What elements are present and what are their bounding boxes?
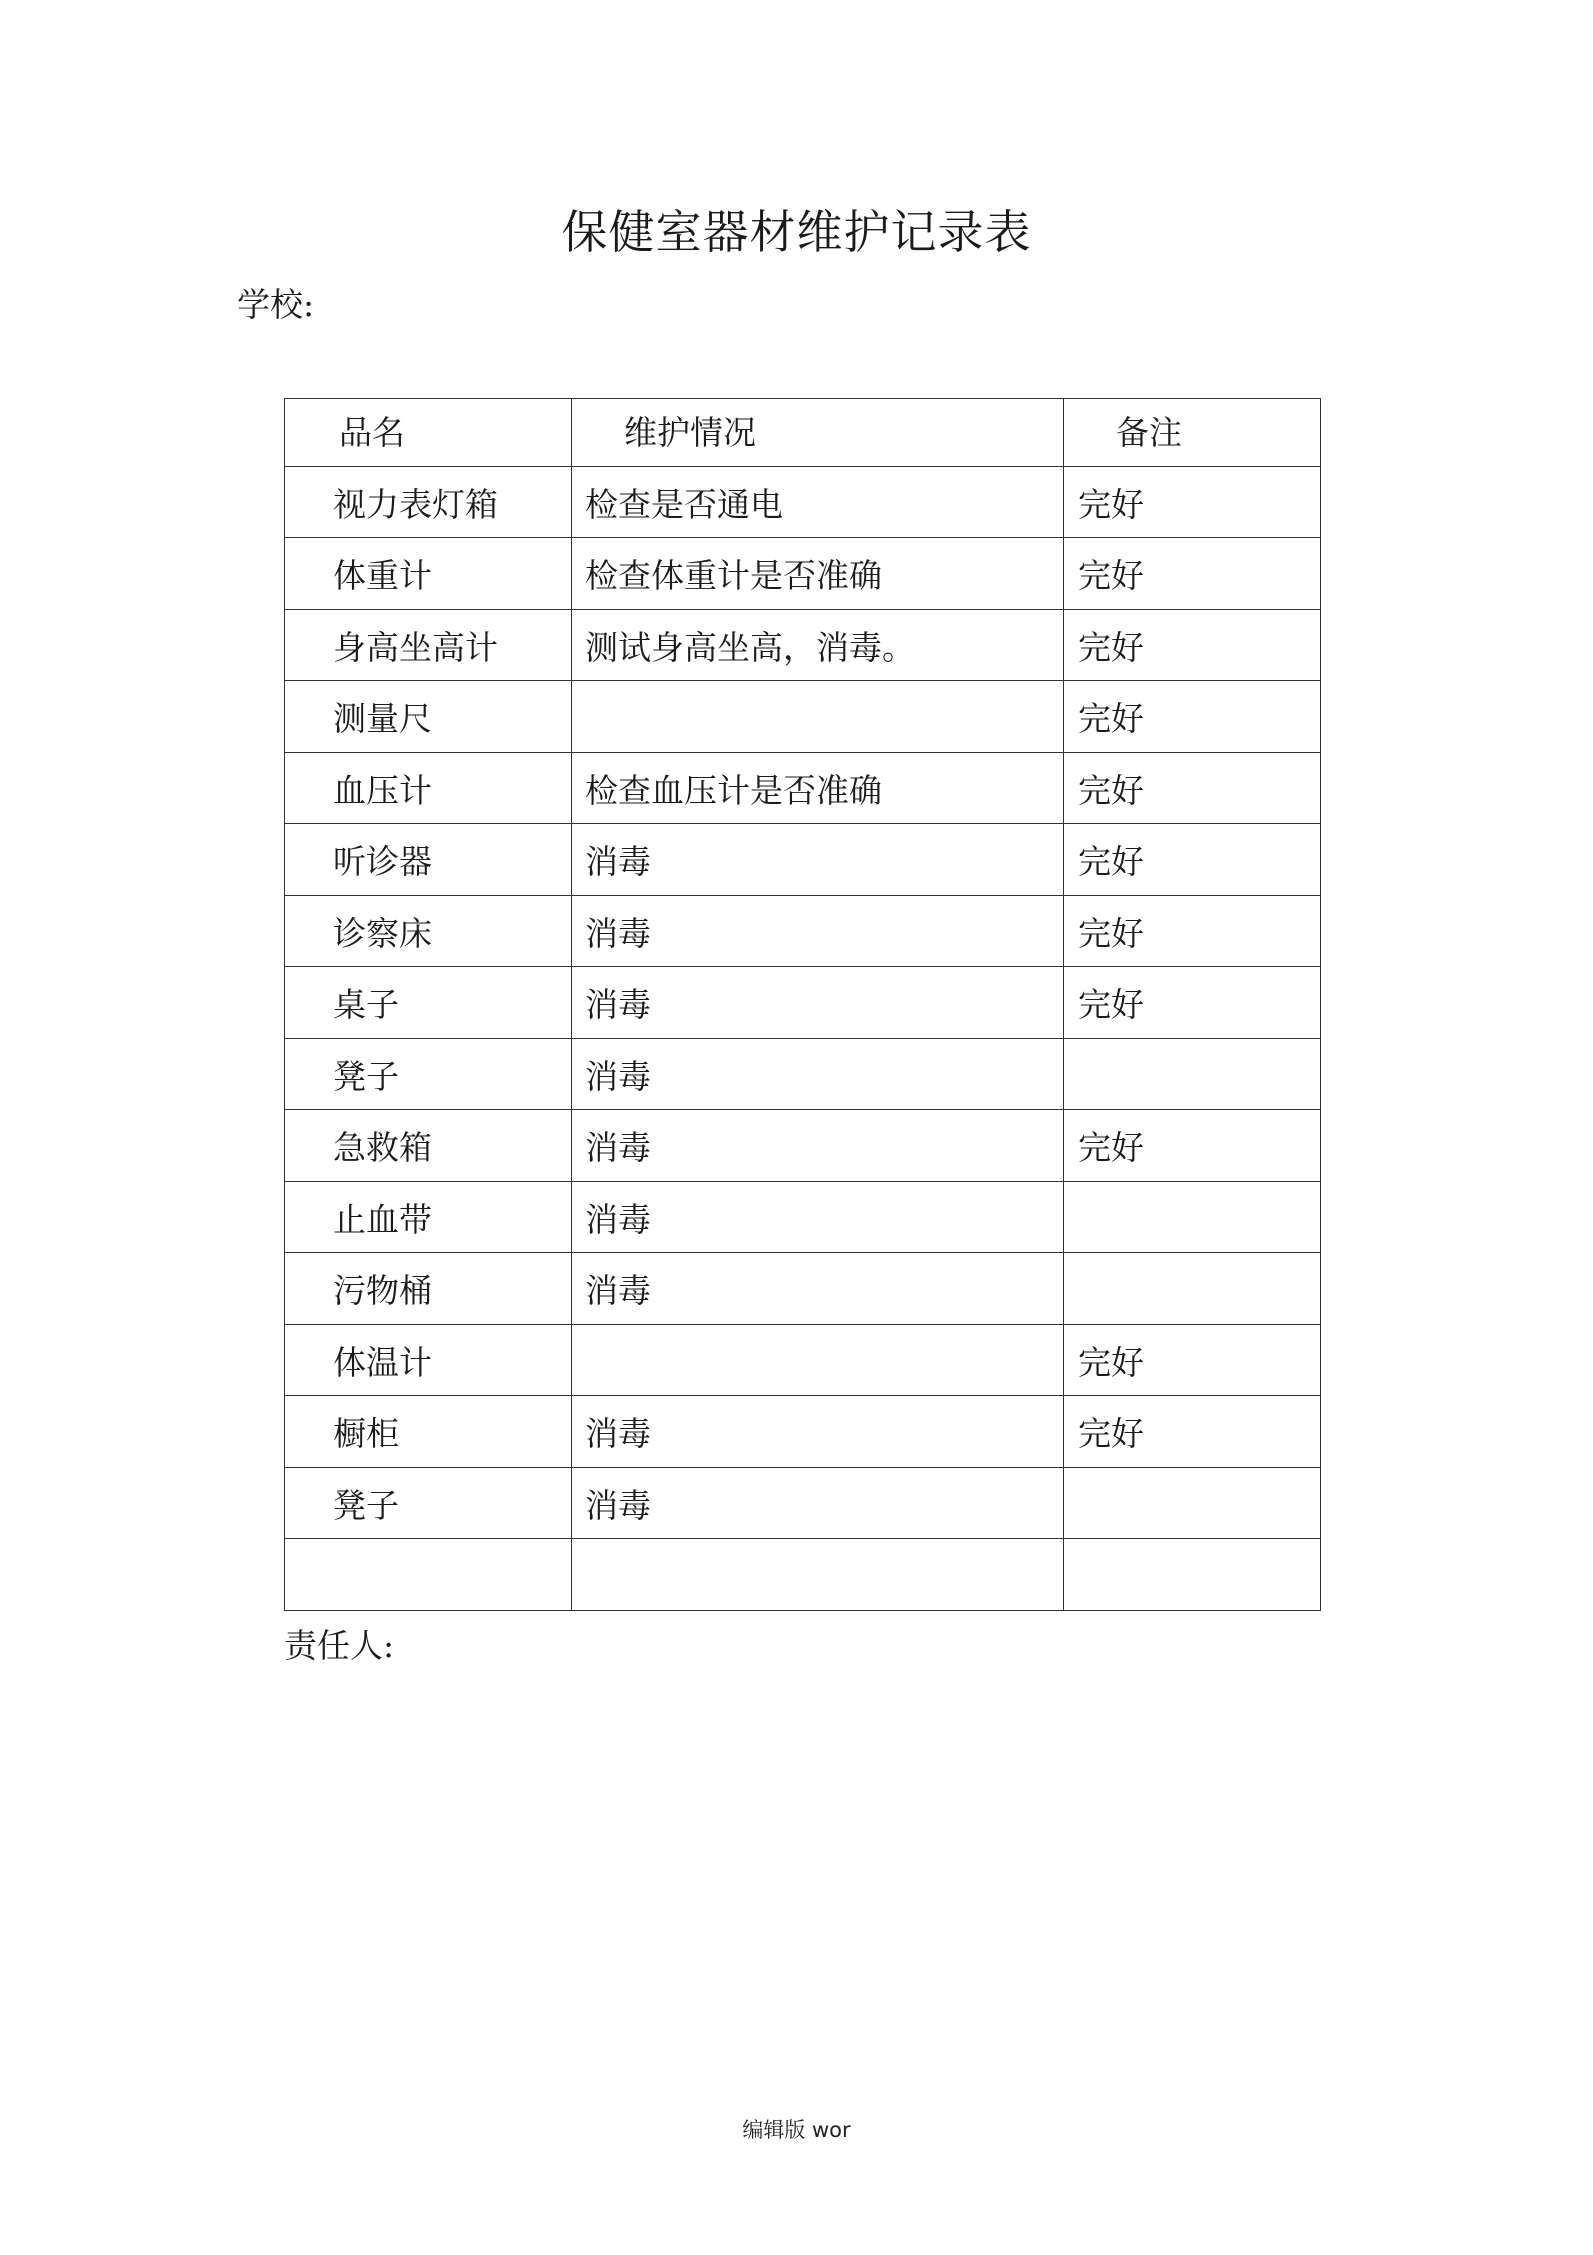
cell-item-name: 橱柜 <box>285 1396 572 1468</box>
table-row <box>285 1110 1321 1182</box>
table-row <box>285 1539 1321 1611</box>
table-row <box>285 1038 1321 1110</box>
header-item-name: 品名 <box>285 399 572 467</box>
table-row <box>285 967 1321 1039</box>
cell-maintenance: 测试身高坐高，消毒。 <box>572 609 1064 681</box>
cell-item-name: 测量尺 <box>285 681 572 753</box>
cell-maintenance: 消毒 <box>572 895 1064 967</box>
table-row <box>285 824 1321 896</box>
cell-remark <box>1064 1539 1321 1611</box>
cell-maintenance: 检查是否通电 <box>572 466 1064 538</box>
cell-maintenance <box>572 1539 1064 1611</box>
table-row <box>285 609 1321 681</box>
footer-text: 编辑版 wor <box>742 2118 851 2142</box>
cell-item-name: 凳子 <box>285 1467 572 1539</box>
table-row <box>285 538 1321 610</box>
cell-item-name: 凳子 <box>285 1038 572 1110</box>
table-header-row <box>285 399 1321 467</box>
cell-item-name: 视力表灯箱 <box>285 466 572 538</box>
cell-remark: 完好 <box>1064 1396 1321 1468</box>
cell-remark: 完好 <box>1064 1324 1321 1396</box>
cell-maintenance: 消毒 <box>572 1181 1064 1253</box>
cell-remark: 完好 <box>1064 824 1321 896</box>
cell-maintenance <box>572 1324 1064 1396</box>
school-label: 学校: <box>237 285 315 324</box>
cell-remark <box>1064 1467 1321 1539</box>
cell-remark <box>1064 1253 1321 1325</box>
cell-remark <box>1064 1038 1321 1110</box>
cell-item-name: 体温计 <box>285 1324 572 1396</box>
table-row <box>285 752 1321 824</box>
cell-remark: 完好 <box>1064 967 1321 1039</box>
cell-item-name: 诊察床 <box>285 895 572 967</box>
table-row <box>285 895 1321 967</box>
header-remark: 备注 <box>1064 399 1321 467</box>
cell-maintenance: 消毒 <box>572 824 1064 896</box>
cell-item-name <box>285 1539 572 1611</box>
cell-maintenance: 消毒 <box>572 1038 1064 1110</box>
cell-maintenance: 消毒 <box>572 1467 1064 1539</box>
cell-maintenance: 消毒 <box>572 967 1064 1039</box>
cell-maintenance: 检查体重计是否准确 <box>572 538 1064 610</box>
table-row <box>285 1396 1321 1468</box>
table-row <box>285 1467 1321 1539</box>
cell-item-name: 血压计 <box>285 752 572 824</box>
cell-remark: 完好 <box>1064 895 1321 967</box>
cell-item-name: 身高坐高计 <box>285 609 572 681</box>
responsible-person-label: 责任人: <box>284 1626 395 1665</box>
table-body <box>285 466 1321 1610</box>
cell-item-name: 听诊器 <box>285 824 572 896</box>
cell-item-name: 体重计 <box>285 538 572 610</box>
table-row <box>285 1181 1321 1253</box>
cell-maintenance: 消毒 <box>572 1253 1064 1325</box>
cell-maintenance <box>572 681 1064 753</box>
cell-item-name: 污物桶 <box>285 1253 572 1325</box>
cell-maintenance: 消毒 <box>572 1110 1064 1182</box>
cell-remark: 完好 <box>1064 681 1321 753</box>
cell-maintenance: 检查血压计是否准确 <box>572 752 1064 824</box>
cell-item-name: 止血带 <box>285 1181 572 1253</box>
cell-remark: 完好 <box>1064 466 1321 538</box>
table-row <box>285 681 1321 753</box>
cell-remark <box>1064 1181 1321 1253</box>
cell-item-name: 桌子 <box>285 967 572 1039</box>
table-row <box>285 466 1321 538</box>
cell-remark: 完好 <box>1064 538 1321 610</box>
maintenance-record-table <box>284 398 1321 1611</box>
cell-item-name: 急救箱 <box>285 1110 572 1182</box>
table-row <box>285 1324 1321 1396</box>
table-row <box>285 1253 1321 1325</box>
header-maintenance: 维护情况 <box>572 399 1064 467</box>
cell-remark: 完好 <box>1064 1110 1321 1182</box>
cell-remark: 完好 <box>1064 609 1321 681</box>
cell-maintenance: 消毒 <box>572 1396 1064 1468</box>
document-title: 保健室器材维护记录表 <box>561 205 1032 259</box>
cell-remark: 完好 <box>1064 752 1321 824</box>
